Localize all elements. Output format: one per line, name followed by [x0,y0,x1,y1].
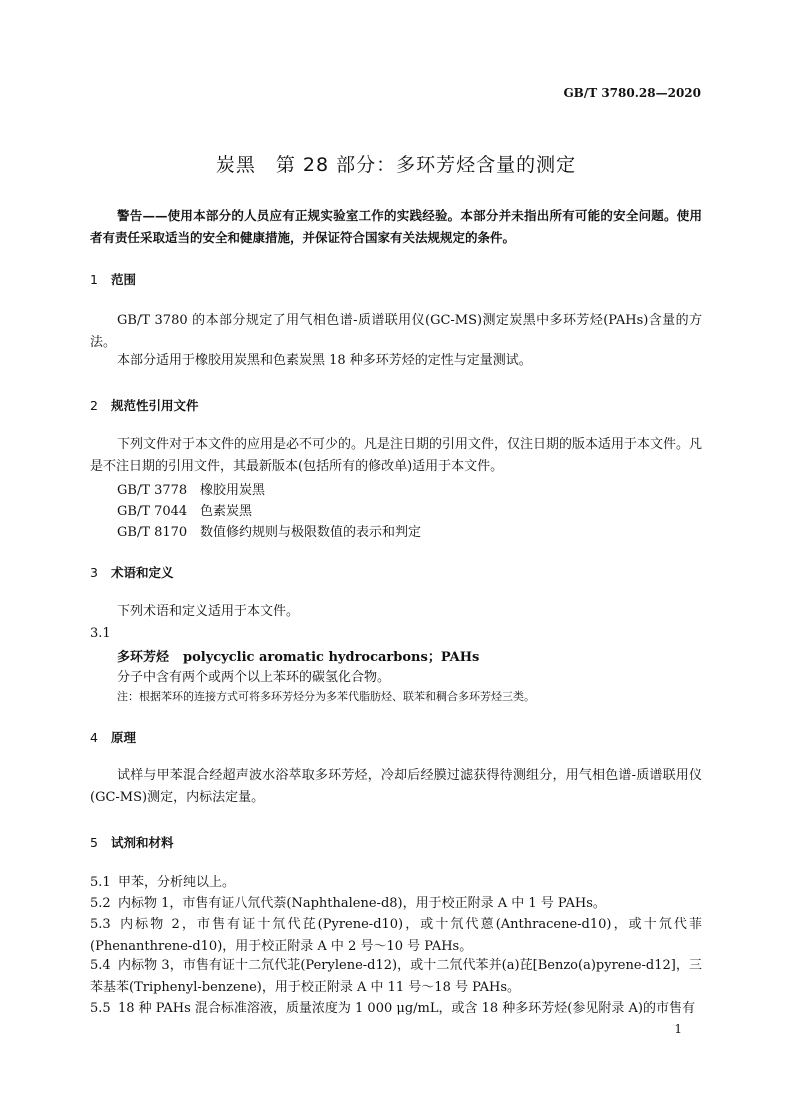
section-2-title: 规范性引用文件 [111,398,199,413]
term-chinese: 多环芳烃 [117,650,170,665]
list-item [90,914,702,958]
document-title: 炭黑 第 28 部分：多环芳烃含量的测定 [215,154,577,176]
item-number: 5.2 [90,896,111,911]
section-5-heading [90,833,174,851]
section-1-number: 1 [90,272,98,287]
section-4-title: 原理 [111,730,137,745]
item-text: 内标物 1，市售有证八氘代萘(Naphthalene-d8)，用于校正附录 A 中 1 号 PAHs。 [118,896,606,911]
section-3-number: 3 [90,565,98,580]
list-item [90,955,702,999]
section-4-heading [90,728,136,746]
section-5-number: 5 [90,835,98,850]
section-5-title: 试剂和材料 [111,835,174,850]
section-4-number: 4 [90,730,98,745]
standard-code: GB/T 3780.28—2020 [563,86,701,100]
section-3-heading [90,563,174,581]
reference-item [117,479,265,498]
item-text: 18 种 PAHs 混合标准溶液，质量浓度为 1 000 μg/mL，或含 18 种多环芳烃(参见附录 A)的市售有 [118,1001,695,1016]
section-2-number: 2 [90,398,98,413]
item-text: 内标物 2，市售有证十氘代芘(Pyrene-d10)，或十氘代蒽(Anthracene-d10)，或十氘代菲(Phenanthrene-d10)，用于校正附录 A 中 2 号～10 号 PAHs。 [90,917,702,954]
item-text: 内标物 3，市售有证十二氘代苝(Perylene-d12)，或十二氘代苯并(a)芘[Benzo(a)pyrene-d12]，三苯基苯(Triphenyl-benzene)，用于校正附录 A 中 11 号～18 号 PAHs。 [90,958,702,995]
term-english: polycyclic aromatic hydrocarbons；PAHs [183,650,480,665]
section-4-paragraph-1: 试样与甲苯混合经超声波水浴萃取多环芳烃，冷却后经膜过滤获得待测组分，用气相色谱-质谱联用仪(GC-MS)测定，内标法定量。 [90,768,702,805]
section-1-heading [90,270,136,288]
section-1-title: 范围 [111,272,137,287]
section-1-paragraph-1: GB/T 3780 的本部分规定了用气相色谱-质谱联用仪(GC-MS)测定炭黑中多环芳烃(PAHs)含量的方法。 [90,313,702,350]
definition-number: 3.1 [90,626,111,641]
item-number: 5.1 [90,875,111,890]
list-item [90,998,702,1020]
reference-code: GB/T 8170 [117,525,188,540]
reference-code: GB/T 3778 [117,483,188,498]
list-item [90,872,702,894]
section-1-paragraph-2: 本部分适用于橡胶用炭黑和色素炭黑 18 种多环芳烃的定性与定量测试。 [117,353,532,368]
term-definition: 分子中含有两个或两个以上苯环的碳氢化合物。 [117,670,391,685]
reference-item [117,500,252,519]
reference-code: GB/T 7044 [117,504,188,519]
item-text: 甲苯，分析纯以上。 [118,875,236,890]
term-note: 注：根据苯环的连接方式可将多环芳烃分为多苯代脂肪烃、联苯和稠合多环芳烃三类。 [117,690,535,703]
section-2-paragraph-1: 下列文件对于本文件的应用是必不可少的。凡是注日期的引用文件，仅注日期的版本适用于本文件。凡是不注日期的引用文件，其最新版本(包括所有的修改单)适用于本文件。 [90,437,703,474]
reference-name: 数值修约规则与极限数值的表示和判定 [200,525,422,540]
section-2-heading [90,396,199,414]
item-number: 5.4 [90,958,111,973]
page-number: 1 [674,1022,682,1036]
warning-paragraph: 警告——使用本部分的人员应有正规实验室工作的实践经验。本部分并未指出所有可能的安全问题。使用者有责任采取适当的安全和健康措施，并保证符合国家有关法规规定的条件。 [90,208,702,245]
section-3-title: 术语和定义 [111,565,174,580]
reference-item [117,521,421,540]
item-number: 5.3 [90,917,111,932]
section-3-paragraph-1: 下列术语和定义适用于本文件。 [117,604,300,619]
list-item [90,893,702,915]
term-entry [117,646,479,665]
reference-name: 色素炭黑 [200,504,253,519]
item-number: 5.5 [90,1001,111,1016]
reference-name: 橡胶用炭黑 [200,483,266,498]
